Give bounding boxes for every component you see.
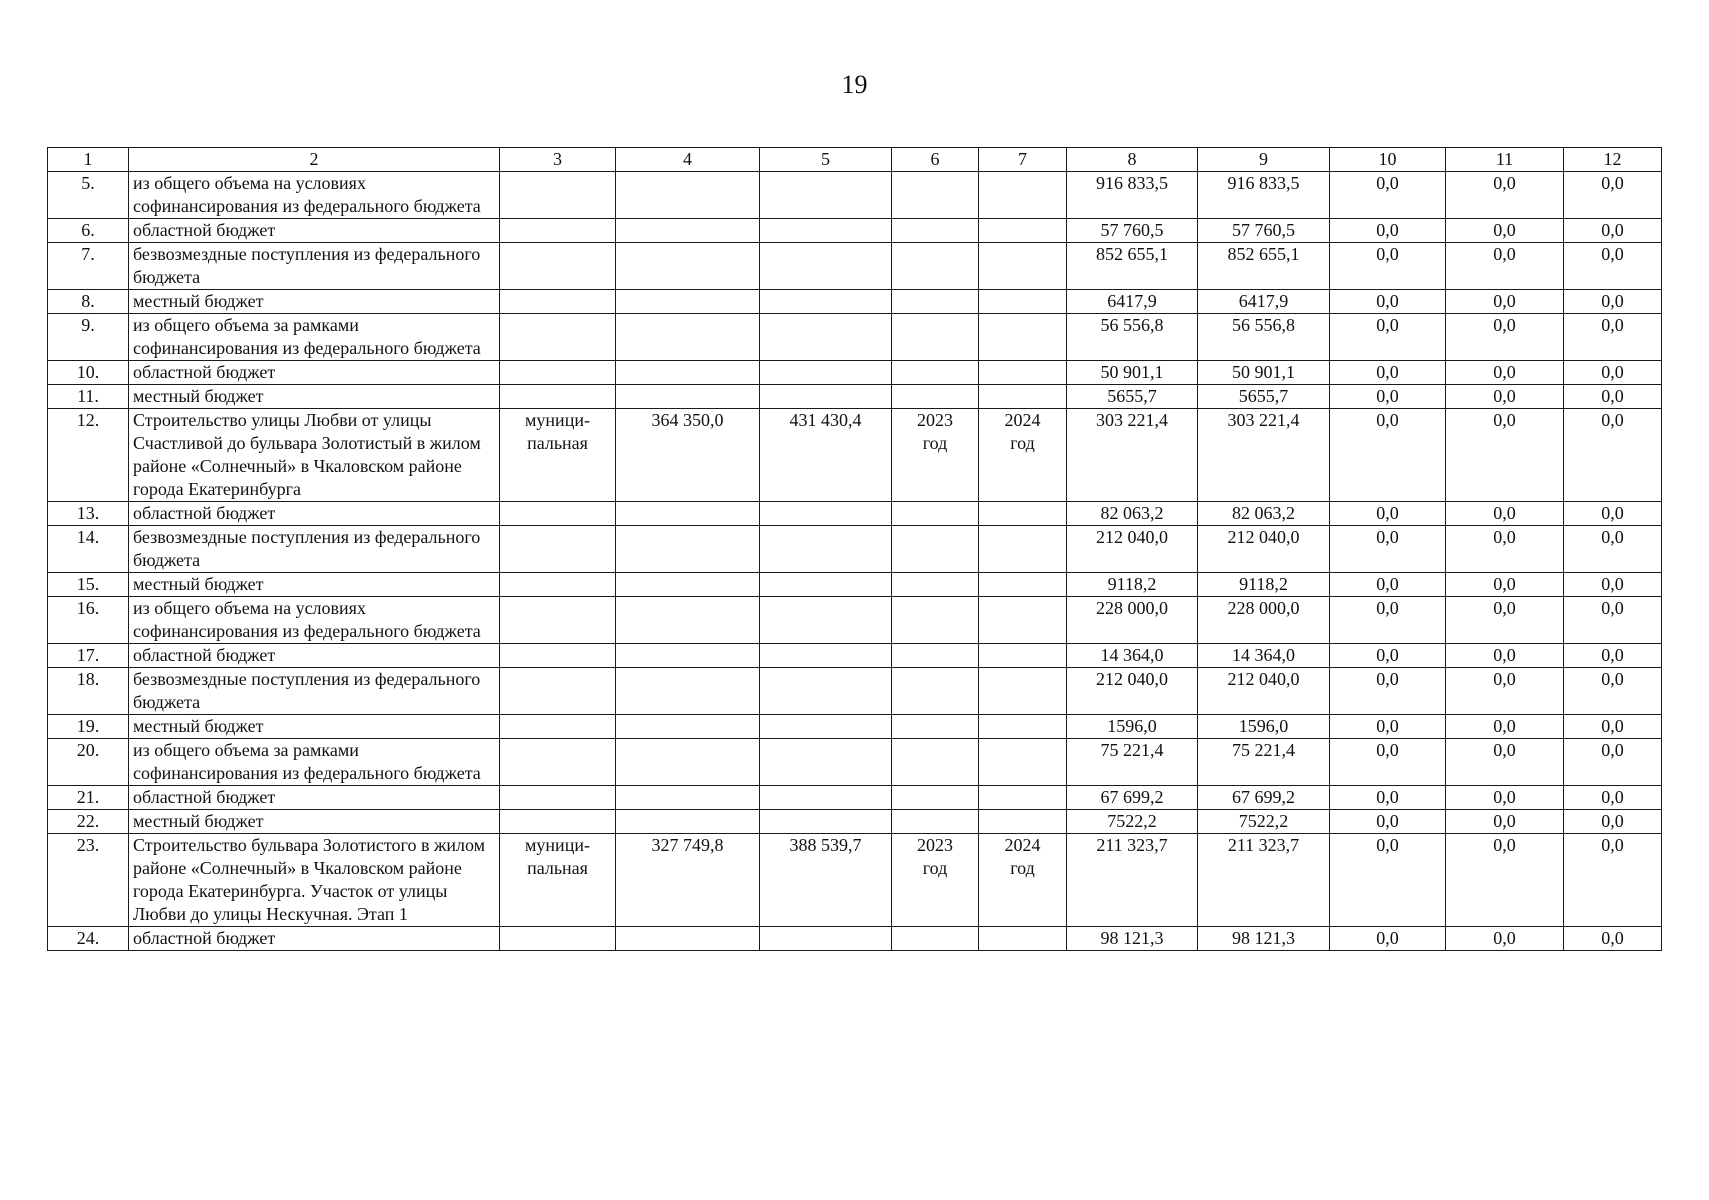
cost-estimate-cell bbox=[616, 739, 760, 786]
start-year-cell bbox=[892, 172, 979, 219]
row-number-cell: 7. bbox=[48, 243, 129, 290]
column-number-cell: 2 bbox=[129, 148, 500, 172]
start-year-cell bbox=[892, 597, 979, 644]
type-cell bbox=[500, 219, 616, 243]
year-1-cell: 50 901,1 bbox=[1198, 361, 1330, 385]
year-1-cell: 57 760,5 bbox=[1198, 219, 1330, 243]
cost-current-cell bbox=[760, 668, 892, 715]
column-number-cell: 12 bbox=[1564, 148, 1662, 172]
cost-estimate-cell: 364 350,0 bbox=[616, 409, 760, 502]
year-2-cell: 0,0 bbox=[1330, 927, 1446, 951]
column-number-cell: 3 bbox=[500, 148, 616, 172]
table-row bbox=[48, 219, 1662, 243]
year-2-cell: 0,0 bbox=[1330, 597, 1446, 644]
cost-estimate-cell bbox=[616, 502, 760, 526]
cost-current-cell bbox=[760, 219, 892, 243]
year-1-cell: 56 556,8 bbox=[1198, 314, 1330, 361]
end-year-cell bbox=[979, 385, 1067, 409]
cost-estimate-cell bbox=[616, 361, 760, 385]
year-2-cell: 0,0 bbox=[1330, 243, 1446, 290]
cost-estimate-cell bbox=[616, 526, 760, 573]
year-3-cell: 0,0 bbox=[1446, 810, 1564, 834]
row-number-cell: 23. bbox=[48, 834, 129, 927]
table-row bbox=[48, 385, 1662, 409]
year-3-cell: 0,0 bbox=[1446, 502, 1564, 526]
table-row bbox=[48, 361, 1662, 385]
year-2-cell: 0,0 bbox=[1330, 361, 1446, 385]
table-row bbox=[48, 786, 1662, 810]
table-row bbox=[48, 409, 1662, 502]
year-4-cell: 0,0 bbox=[1564, 385, 1662, 409]
year-1-cell: 67 699,2 bbox=[1198, 786, 1330, 810]
total-cell: 9118,2 bbox=[1067, 573, 1198, 597]
end-year-cell bbox=[979, 290, 1067, 314]
cost-current-cell bbox=[760, 361, 892, 385]
cost-estimate-cell bbox=[616, 597, 760, 644]
cost-estimate-cell bbox=[616, 668, 760, 715]
type-cell bbox=[500, 290, 616, 314]
total-cell: 57 760,5 bbox=[1067, 219, 1198, 243]
total-cell: 98 121,3 bbox=[1067, 927, 1198, 951]
item-name-cell: местный бюджет bbox=[129, 573, 500, 597]
total-cell: 56 556,8 bbox=[1067, 314, 1198, 361]
end-year-cell bbox=[979, 172, 1067, 219]
start-year-cell bbox=[892, 644, 979, 668]
start-year-cell bbox=[892, 243, 979, 290]
column-number-cell: 1 bbox=[48, 148, 129, 172]
year-3-cell: 0,0 bbox=[1446, 927, 1564, 951]
end-year-cell bbox=[979, 927, 1067, 951]
item-name-cell: областной бюджет bbox=[129, 786, 500, 810]
end-year-cell bbox=[979, 739, 1067, 786]
cost-estimate-cell bbox=[616, 644, 760, 668]
year-2-cell: 0,0 bbox=[1330, 739, 1446, 786]
year-2-cell: 0,0 bbox=[1330, 668, 1446, 715]
type-cell bbox=[500, 644, 616, 668]
type-cell bbox=[500, 786, 616, 810]
item-name-cell: из общего объема на условиях софинансирования из федерального бюджета bbox=[129, 172, 500, 219]
year-1-cell: 211 323,7 bbox=[1198, 834, 1330, 927]
cost-estimate-cell bbox=[616, 573, 760, 597]
row-number-cell: 14. bbox=[48, 526, 129, 573]
total-cell: 212 040,0 bbox=[1067, 526, 1198, 573]
cost-current-cell bbox=[760, 715, 892, 739]
item-name-cell: местный бюджет bbox=[129, 810, 500, 834]
item-name-cell: местный бюджет bbox=[129, 290, 500, 314]
cost-estimate-cell bbox=[616, 219, 760, 243]
cost-current-cell bbox=[760, 810, 892, 834]
year-3-cell: 0,0 bbox=[1446, 644, 1564, 668]
end-year-cell: 2024 год bbox=[979, 409, 1067, 502]
item-name-cell: местный бюджет bbox=[129, 715, 500, 739]
year-4-cell: 0,0 bbox=[1564, 243, 1662, 290]
total-cell: 228 000,0 bbox=[1067, 597, 1198, 644]
total-cell: 82 063,2 bbox=[1067, 502, 1198, 526]
column-number-row bbox=[48, 148, 1662, 172]
total-cell: 1596,0 bbox=[1067, 715, 1198, 739]
table-row bbox=[48, 290, 1662, 314]
year-3-cell: 0,0 bbox=[1446, 597, 1564, 644]
total-cell: 14 364,0 bbox=[1067, 644, 1198, 668]
table-row bbox=[48, 573, 1662, 597]
year-2-cell: 0,0 bbox=[1330, 502, 1446, 526]
year-4-cell: 0,0 bbox=[1564, 409, 1662, 502]
item-name-cell: Строительство улицы Любви от улицы Счастливой до бульвара Золотистый в жилом районе «Солнечный» в Чкаловском районе города Екатеринбурга bbox=[129, 409, 500, 502]
year-2-cell: 0,0 bbox=[1330, 526, 1446, 573]
start-year-cell bbox=[892, 927, 979, 951]
column-number-cell: 5 bbox=[760, 148, 892, 172]
year-3-cell: 0,0 bbox=[1446, 786, 1564, 810]
row-number-cell: 5. bbox=[48, 172, 129, 219]
type-cell bbox=[500, 361, 616, 385]
item-name-cell: областной бюджет bbox=[129, 219, 500, 243]
table-row bbox=[48, 526, 1662, 573]
cost-estimate-cell bbox=[616, 290, 760, 314]
end-year-cell: 2024 год bbox=[979, 834, 1067, 927]
year-1-cell: 303 221,4 bbox=[1198, 409, 1330, 502]
year-3-cell: 0,0 bbox=[1446, 834, 1564, 927]
start-year-cell bbox=[892, 810, 979, 834]
type-cell: муници- пальная bbox=[500, 834, 616, 927]
start-year-cell bbox=[892, 502, 979, 526]
type-cell bbox=[500, 243, 616, 290]
year-3-cell: 0,0 bbox=[1446, 290, 1564, 314]
year-3-cell: 0,0 bbox=[1446, 526, 1564, 573]
year-2-cell: 0,0 bbox=[1330, 644, 1446, 668]
row-number-cell: 10. bbox=[48, 361, 129, 385]
item-name-cell: областной бюджет bbox=[129, 927, 500, 951]
end-year-cell bbox=[979, 597, 1067, 644]
row-number-cell: 17. bbox=[48, 644, 129, 668]
table-body bbox=[48, 148, 1662, 951]
year-2-cell: 0,0 bbox=[1330, 786, 1446, 810]
type-cell: муници- пальная bbox=[500, 409, 616, 502]
end-year-cell bbox=[979, 526, 1067, 573]
row-number-cell: 19. bbox=[48, 715, 129, 739]
year-2-cell: 0,0 bbox=[1330, 715, 1446, 739]
year-1-cell: 14 364,0 bbox=[1198, 644, 1330, 668]
row-number-cell: 6. bbox=[48, 219, 129, 243]
column-number-cell: 4 bbox=[616, 148, 760, 172]
cost-current-cell bbox=[760, 290, 892, 314]
year-4-cell: 0,0 bbox=[1564, 526, 1662, 573]
row-number-cell: 13. bbox=[48, 502, 129, 526]
year-2-cell: 0,0 bbox=[1330, 834, 1446, 927]
cost-estimate-cell bbox=[616, 786, 760, 810]
end-year-cell bbox=[979, 314, 1067, 361]
year-1-cell: 6417,9 bbox=[1198, 290, 1330, 314]
year-3-cell: 0,0 bbox=[1446, 573, 1564, 597]
year-1-cell: 212 040,0 bbox=[1198, 668, 1330, 715]
year-1-cell: 852 655,1 bbox=[1198, 243, 1330, 290]
cost-current-cell bbox=[760, 526, 892, 573]
year-3-cell: 0,0 bbox=[1446, 361, 1564, 385]
year-4-cell: 0,0 bbox=[1564, 668, 1662, 715]
cost-current-cell bbox=[760, 243, 892, 290]
year-3-cell: 0,0 bbox=[1446, 385, 1564, 409]
year-1-cell: 228 000,0 bbox=[1198, 597, 1330, 644]
start-year-cell bbox=[892, 526, 979, 573]
year-2-cell: 0,0 bbox=[1330, 385, 1446, 409]
end-year-cell bbox=[979, 219, 1067, 243]
total-cell: 852 655,1 bbox=[1067, 243, 1198, 290]
year-2-cell: 0,0 bbox=[1330, 573, 1446, 597]
column-number-cell: 9 bbox=[1198, 148, 1330, 172]
table-row bbox=[48, 715, 1662, 739]
total-cell: 7522,2 bbox=[1067, 810, 1198, 834]
year-1-cell: 7522,2 bbox=[1198, 810, 1330, 834]
item-name-cell: из общего объема на условиях софинансирования из федерального бюджета bbox=[129, 597, 500, 644]
year-3-cell: 0,0 bbox=[1446, 172, 1564, 219]
year-4-cell: 0,0 bbox=[1564, 314, 1662, 361]
cost-estimate-cell bbox=[616, 172, 760, 219]
year-4-cell: 0,0 bbox=[1564, 172, 1662, 219]
item-name-cell: областной бюджет bbox=[129, 361, 500, 385]
start-year-cell: 2023 год bbox=[892, 834, 979, 927]
cost-estimate-cell bbox=[616, 810, 760, 834]
start-year-cell bbox=[892, 385, 979, 409]
start-year-cell bbox=[892, 786, 979, 810]
start-year-cell bbox=[892, 314, 979, 361]
year-1-cell: 1596,0 bbox=[1198, 715, 1330, 739]
row-number-cell: 20. bbox=[48, 739, 129, 786]
year-4-cell: 0,0 bbox=[1564, 834, 1662, 927]
end-year-cell bbox=[979, 810, 1067, 834]
end-year-cell bbox=[979, 573, 1067, 597]
year-4-cell: 0,0 bbox=[1564, 573, 1662, 597]
start-year-cell bbox=[892, 739, 979, 786]
year-4-cell: 0,0 bbox=[1564, 810, 1662, 834]
type-cell bbox=[500, 385, 616, 409]
year-1-cell: 82 063,2 bbox=[1198, 502, 1330, 526]
row-number-cell: 11. bbox=[48, 385, 129, 409]
year-4-cell: 0,0 bbox=[1564, 219, 1662, 243]
column-number-cell: 8 bbox=[1067, 148, 1198, 172]
table-row bbox=[48, 243, 1662, 290]
year-4-cell: 0,0 bbox=[1564, 290, 1662, 314]
year-3-cell: 0,0 bbox=[1446, 243, 1564, 290]
total-cell: 212 040,0 bbox=[1067, 668, 1198, 715]
year-1-cell: 5655,7 bbox=[1198, 385, 1330, 409]
row-number-cell: 16. bbox=[48, 597, 129, 644]
column-number-cell: 10 bbox=[1330, 148, 1446, 172]
type-cell bbox=[500, 810, 616, 834]
cost-estimate-cell bbox=[616, 314, 760, 361]
item-name-cell: местный бюджет bbox=[129, 385, 500, 409]
total-cell: 67 699,2 bbox=[1067, 786, 1198, 810]
end-year-cell bbox=[979, 715, 1067, 739]
row-number-cell: 21. bbox=[48, 786, 129, 810]
year-2-cell: 0,0 bbox=[1330, 219, 1446, 243]
table-row bbox=[48, 172, 1662, 219]
end-year-cell bbox=[979, 644, 1067, 668]
year-1-cell: 98 121,3 bbox=[1198, 927, 1330, 951]
year-2-cell: 0,0 bbox=[1330, 314, 1446, 361]
total-cell: 303 221,4 bbox=[1067, 409, 1198, 502]
year-3-cell: 0,0 bbox=[1446, 409, 1564, 502]
table-row bbox=[48, 810, 1662, 834]
total-cell: 5655,7 bbox=[1067, 385, 1198, 409]
end-year-cell bbox=[979, 668, 1067, 715]
item-name-cell: Строительство бульвара Золотистого в жилом районе «Солнечный» в Чкаловском районе города Екатеринбурга. Участок от улицы Любви до улицы Нескучная. Этап 1 bbox=[129, 834, 500, 927]
cost-current-cell bbox=[760, 314, 892, 361]
cost-current-cell bbox=[760, 644, 892, 668]
column-number-cell: 7 bbox=[979, 148, 1067, 172]
table-row bbox=[48, 739, 1662, 786]
cost-current-cell bbox=[760, 385, 892, 409]
year-3-cell: 0,0 bbox=[1446, 715, 1564, 739]
cost-current-cell bbox=[760, 786, 892, 810]
type-cell bbox=[500, 573, 616, 597]
cost-current-cell bbox=[760, 739, 892, 786]
budget-table bbox=[47, 147, 1662, 951]
item-name-cell: областной бюджет bbox=[129, 502, 500, 526]
year-4-cell: 0,0 bbox=[1564, 502, 1662, 526]
year-4-cell: 0,0 bbox=[1564, 644, 1662, 668]
start-year-cell bbox=[892, 573, 979, 597]
column-number-cell: 11 bbox=[1446, 148, 1564, 172]
cost-estimate-cell bbox=[616, 385, 760, 409]
cost-estimate-cell bbox=[616, 927, 760, 951]
total-cell: 50 901,1 bbox=[1067, 361, 1198, 385]
table-row bbox=[48, 314, 1662, 361]
row-number-cell: 18. bbox=[48, 668, 129, 715]
table-row bbox=[48, 834, 1662, 927]
cost-current-cell bbox=[760, 927, 892, 951]
start-year-cell: 2023 год bbox=[892, 409, 979, 502]
year-2-cell: 0,0 bbox=[1330, 810, 1446, 834]
row-number-cell: 12. bbox=[48, 409, 129, 502]
start-year-cell bbox=[892, 290, 979, 314]
year-1-cell: 75 221,4 bbox=[1198, 739, 1330, 786]
table-row bbox=[48, 597, 1662, 644]
year-4-cell: 0,0 bbox=[1564, 927, 1662, 951]
item-name-cell: безвозмездные поступления из федерального бюджета bbox=[129, 243, 500, 290]
year-3-cell: 0,0 bbox=[1446, 668, 1564, 715]
cost-estimate-cell: 327 749,8 bbox=[616, 834, 760, 927]
cost-current-cell bbox=[760, 502, 892, 526]
table-row bbox=[48, 668, 1662, 715]
type-cell bbox=[500, 597, 616, 644]
table-row bbox=[48, 927, 1662, 951]
end-year-cell bbox=[979, 786, 1067, 810]
end-year-cell bbox=[979, 361, 1067, 385]
item-name-cell: областной бюджет bbox=[129, 644, 500, 668]
row-number-cell: 22. bbox=[48, 810, 129, 834]
cost-current-cell: 431 430,4 bbox=[760, 409, 892, 502]
item-name-cell: из общего объема за рамками софинансирования из федерального бюджета bbox=[129, 739, 500, 786]
year-3-cell: 0,0 bbox=[1446, 219, 1564, 243]
start-year-cell bbox=[892, 715, 979, 739]
column-number-cell: 6 bbox=[892, 148, 979, 172]
year-4-cell: 0,0 bbox=[1564, 715, 1662, 739]
item-name-cell: безвозмездные поступления из федерального бюджета bbox=[129, 526, 500, 573]
type-cell bbox=[500, 314, 616, 361]
total-cell: 75 221,4 bbox=[1067, 739, 1198, 786]
cost-current-cell bbox=[760, 573, 892, 597]
year-4-cell: 0,0 bbox=[1564, 361, 1662, 385]
type-cell bbox=[500, 715, 616, 739]
start-year-cell bbox=[892, 361, 979, 385]
end-year-cell bbox=[979, 243, 1067, 290]
row-number-cell: 15. bbox=[48, 573, 129, 597]
year-1-cell: 9118,2 bbox=[1198, 573, 1330, 597]
cost-current-cell: 388 539,7 bbox=[760, 834, 892, 927]
item-name-cell: из общего объема за рамками софинансирования из федерального бюджета bbox=[129, 314, 500, 361]
type-cell bbox=[500, 502, 616, 526]
cost-estimate-cell bbox=[616, 243, 760, 290]
year-1-cell: 916 833,5 bbox=[1198, 172, 1330, 219]
type-cell bbox=[500, 172, 616, 219]
type-cell bbox=[500, 526, 616, 573]
start-year-cell bbox=[892, 219, 979, 243]
cost-current-cell bbox=[760, 172, 892, 219]
row-number-cell: 9. bbox=[48, 314, 129, 361]
year-2-cell: 0,0 bbox=[1330, 290, 1446, 314]
page-number: 19 bbox=[841, 70, 868, 99]
row-number-cell: 24. bbox=[48, 927, 129, 951]
year-2-cell: 0,0 bbox=[1330, 172, 1446, 219]
table-row bbox=[48, 502, 1662, 526]
start-year-cell bbox=[892, 668, 979, 715]
type-cell bbox=[500, 927, 616, 951]
table-row bbox=[48, 644, 1662, 668]
year-4-cell: 0,0 bbox=[1564, 597, 1662, 644]
type-cell bbox=[500, 668, 616, 715]
total-cell: 211 323,7 bbox=[1067, 834, 1198, 927]
year-4-cell: 0,0 bbox=[1564, 739, 1662, 786]
year-3-cell: 0,0 bbox=[1446, 739, 1564, 786]
year-3-cell: 0,0 bbox=[1446, 314, 1564, 361]
row-number-cell: 8. bbox=[48, 290, 129, 314]
cost-current-cell bbox=[760, 597, 892, 644]
total-cell: 916 833,5 bbox=[1067, 172, 1198, 219]
item-name-cell: безвозмездные поступления из федерального бюджета bbox=[129, 668, 500, 715]
year-2-cell: 0,0 bbox=[1330, 409, 1446, 502]
year-4-cell: 0,0 bbox=[1564, 786, 1662, 810]
end-year-cell bbox=[979, 502, 1067, 526]
cost-estimate-cell bbox=[616, 715, 760, 739]
year-1-cell: 212 040,0 bbox=[1198, 526, 1330, 573]
total-cell: 6417,9 bbox=[1067, 290, 1198, 314]
type-cell bbox=[500, 739, 616, 786]
